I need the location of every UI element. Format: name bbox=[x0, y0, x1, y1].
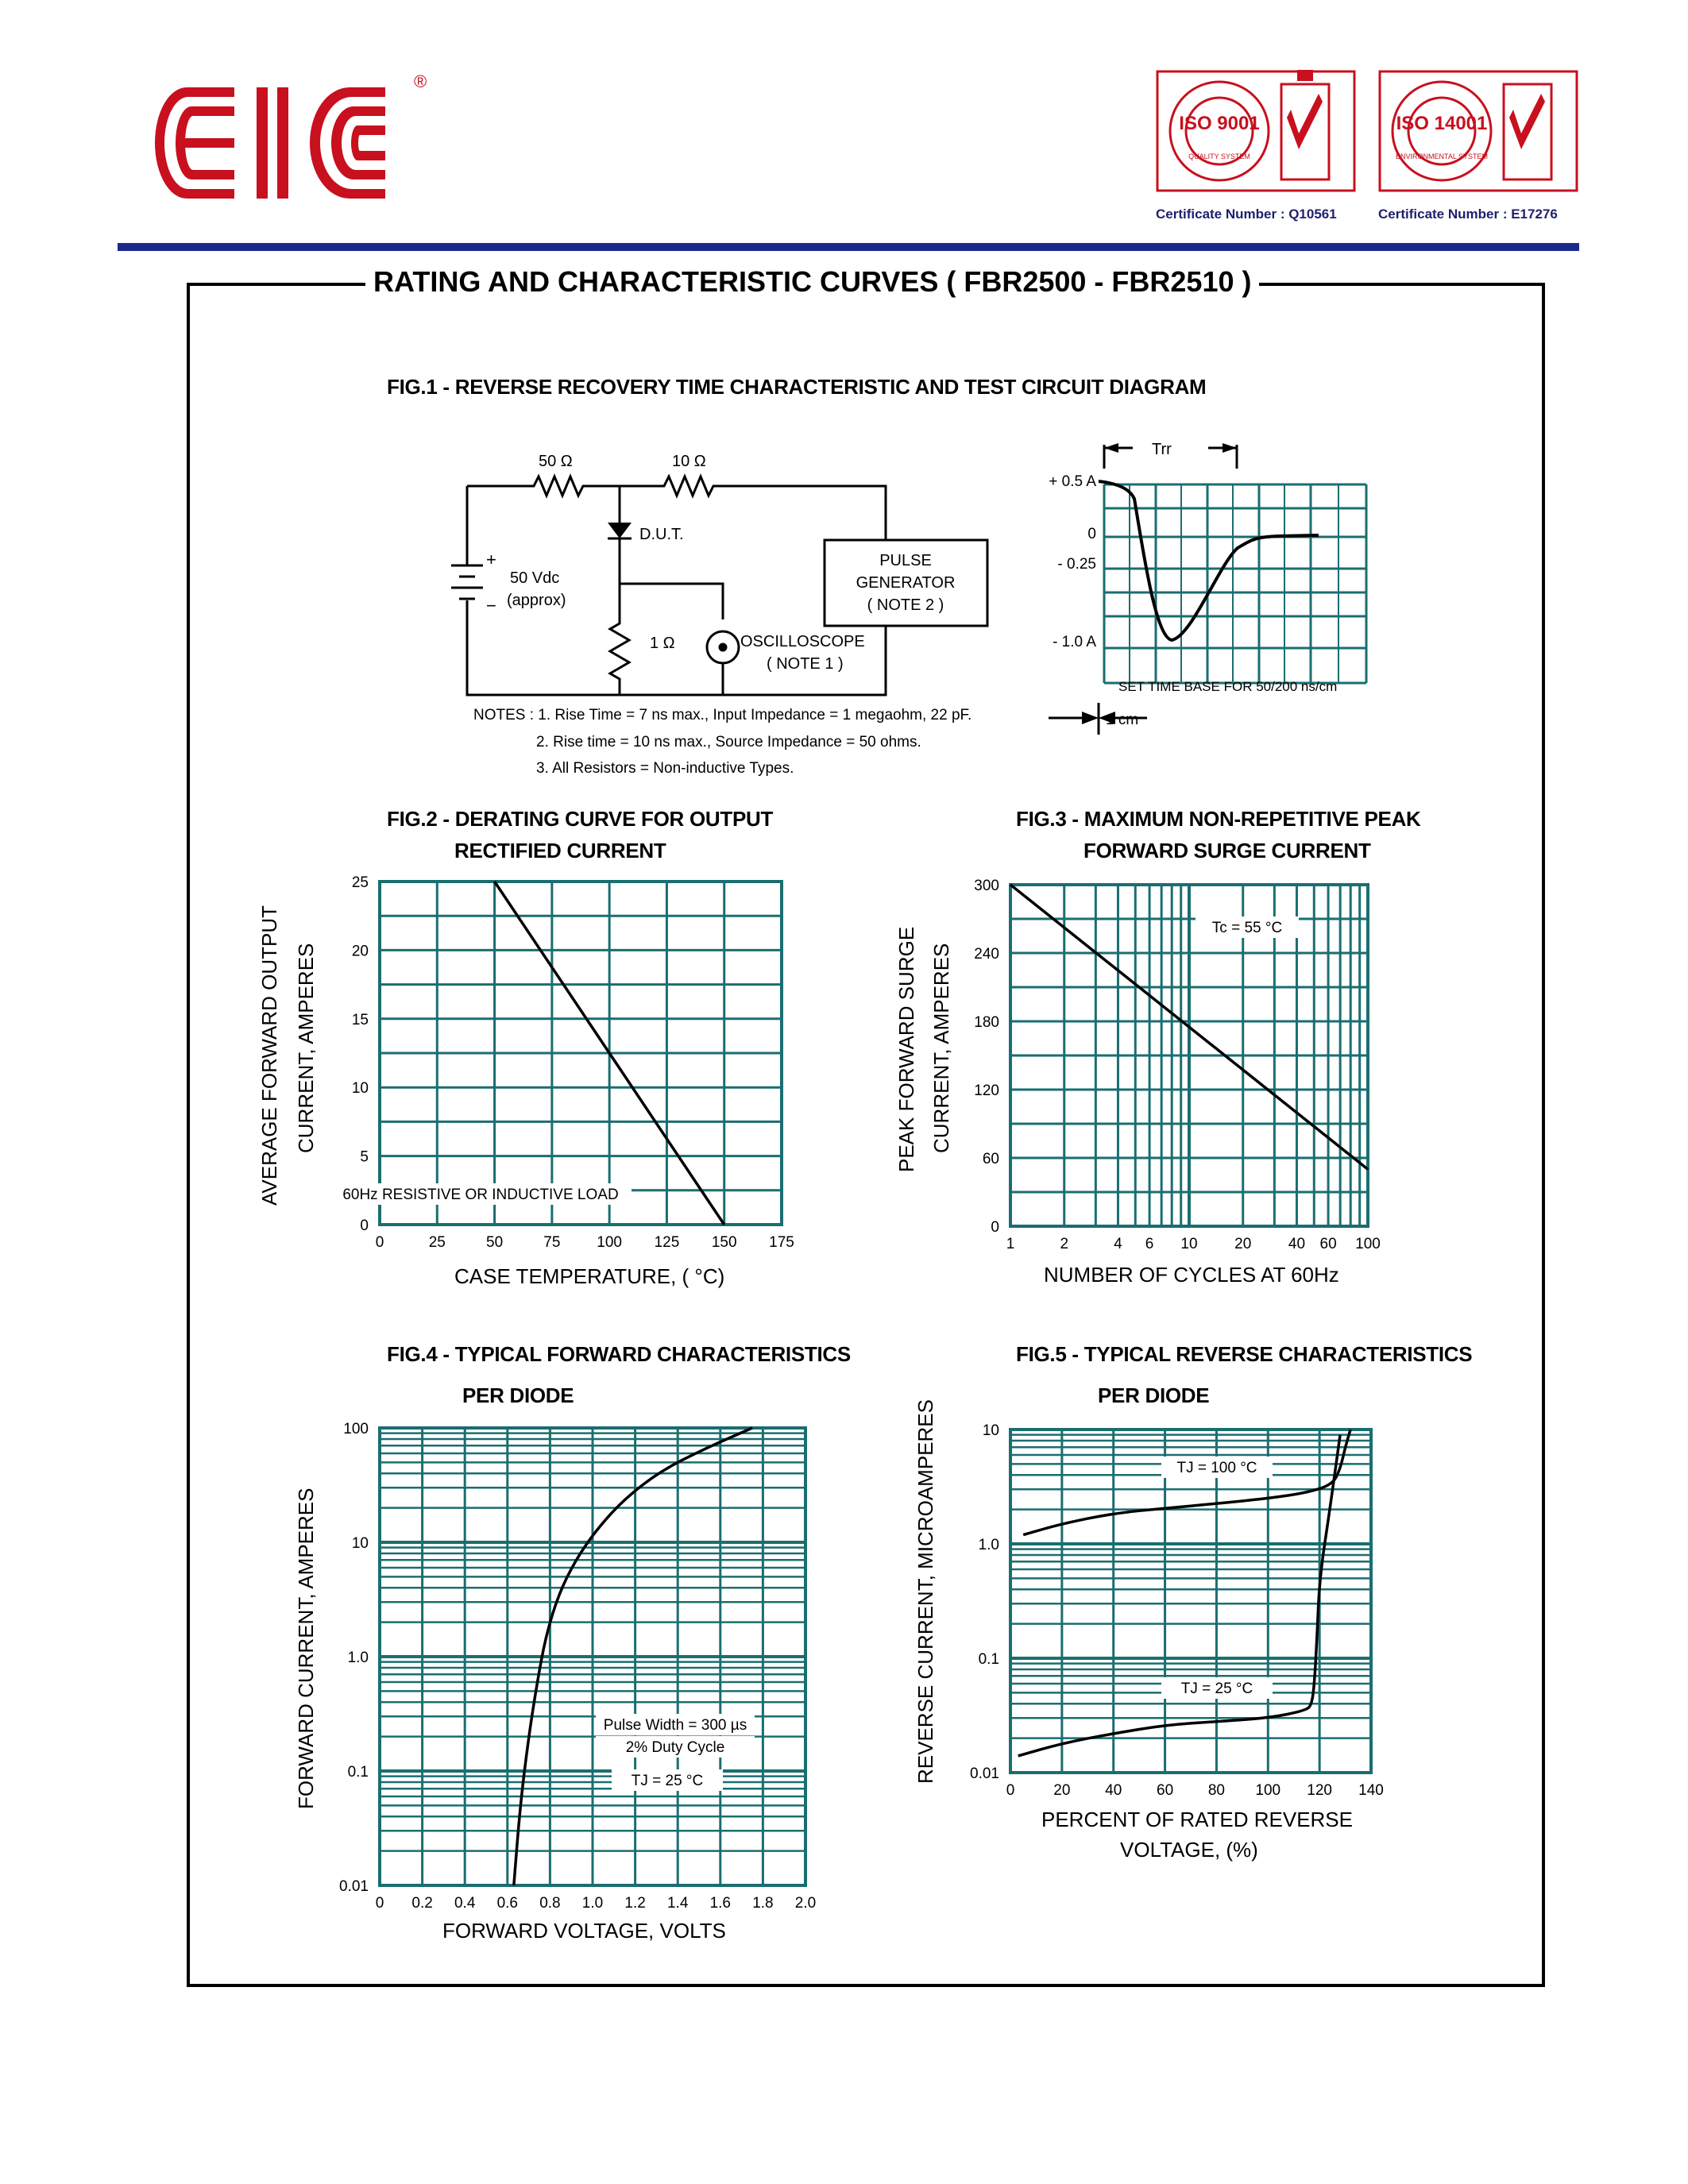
fig3-ylabel-line1: PEAK FORWARD SURGE bbox=[894, 926, 918, 1172]
fig2-title-line2: RECTIFIED CURRENT bbox=[454, 839, 666, 862]
x-tick-label: 50 bbox=[486, 1234, 504, 1251]
fig3-surge-chart bbox=[961, 869, 1406, 1250]
certifications bbox=[1156, 70, 1585, 222]
annotation: 60Hz RESISTIVE OR INDUCTIVE LOAD bbox=[342, 1187, 619, 1203]
x-tick-label: 140 bbox=[1358, 1782, 1384, 1799]
y-tick-label: 25 bbox=[351, 874, 369, 891]
iso9001-badge: ISO 9001 bbox=[1179, 113, 1260, 134]
fig2-derating-chart bbox=[334, 872, 826, 1301]
one-cm-label: 1 cm bbox=[1106, 712, 1139, 728]
x-tick-label: 25 bbox=[428, 1234, 446, 1251]
x-tick-label: 100 bbox=[1255, 1782, 1281, 1799]
y-tick-label: 240 bbox=[974, 946, 999, 963]
fig4-xlabel: FORWARD VOLTAGE, VOLTS bbox=[442, 1919, 726, 1943]
x-tick-label: 0.8 bbox=[539, 1895, 561, 1911]
y-tick-label: 1.0 bbox=[347, 1650, 369, 1666]
fig4-title-line2: PER DIODE bbox=[462, 1383, 574, 1407]
fig5-title-line2: PER DIODE bbox=[1098, 1383, 1210, 1407]
fig1-title: FIG.1 - REVERSE RECOVERY TIME CHARACTERISTIC AND TEST CIRCUIT DIAGRAM bbox=[387, 375, 1207, 399]
iso9001-seal-text: QUALITY SYSTEM bbox=[1188, 152, 1250, 160]
fig3-title-line1: FIG.3 - MAXIMUM NON-REPETITIVE PEAK bbox=[1016, 807, 1421, 831]
x-tick-label: 80 bbox=[1207, 1782, 1225, 1799]
y-tick-label: 0.1 bbox=[347, 1764, 369, 1781]
series-line-1 bbox=[1018, 1435, 1340, 1756]
x-tick-label: 20 bbox=[1234, 1236, 1252, 1250]
oscilloscope-note: ( NOTE 1 ) bbox=[767, 655, 844, 673]
x-tick-label: 100 bbox=[1355, 1236, 1381, 1250]
x-tick-label: 40 bbox=[1105, 1782, 1122, 1799]
resistor-50-label: 50 Ω bbox=[539, 453, 573, 470]
wave-y-label-0: + 0.5 A bbox=[1049, 473, 1096, 490]
fig5-xlabel-line1: PERCENT OF RATED REVERSE bbox=[1041, 1808, 1353, 1831]
x-tick-label: 1 bbox=[1006, 1236, 1015, 1250]
x-tick-label: 175 bbox=[769, 1234, 794, 1251]
fig4-title-line1: FIG.4 - TYPICAL FORWARD CHARACTERISTICS bbox=[387, 1342, 851, 1366]
oscilloscope-label: OSCILLOSCOPE bbox=[740, 633, 865, 650]
series-line-0 bbox=[1023, 1430, 1350, 1535]
x-tick-label: 1.2 bbox=[624, 1895, 646, 1911]
x-tick-label: 10 bbox=[1180, 1236, 1198, 1250]
iso14001-badge: ISO 14001 bbox=[1396, 113, 1488, 134]
x-tick-label: 0.2 bbox=[411, 1895, 433, 1911]
y-tick-label: 0 bbox=[360, 1217, 369, 1234]
iso-badges bbox=[1156, 70, 1585, 205]
x-tick-label: 0 bbox=[375, 1895, 384, 1911]
cert-number-9001: Certificate Number : Q10561 bbox=[1156, 206, 1337, 222]
wave-y-label-2: - 0.25 bbox=[1057, 556, 1096, 573]
x-tick-label: 100 bbox=[597, 1234, 622, 1251]
x-tick-label: 6 bbox=[1145, 1236, 1154, 1250]
fig2-xlabel: CASE TEMPERATURE, ( °C) bbox=[454, 1264, 725, 1288]
fig4-ylabel: FORWARD CURRENT, AMPERES bbox=[294, 1488, 318, 1809]
annotation: TJ = 25 °C bbox=[631, 1773, 704, 1789]
x-tick-label: 0.6 bbox=[496, 1895, 519, 1911]
x-tick-label: 75 bbox=[543, 1234, 561, 1251]
resistor-1-label: 1 Ω bbox=[650, 635, 675, 652]
note-3: 3. All Resistors = Non-inductive Types. bbox=[536, 760, 794, 777]
fig4-forward-chart bbox=[334, 1418, 826, 1911]
x-tick-label: 2 bbox=[1060, 1236, 1069, 1250]
annotation: TJ = 25 °C bbox=[1180, 1680, 1253, 1697]
pulse-generator-line1: PULSE bbox=[879, 552, 932, 569]
wave-y-label-1: 0 bbox=[1087, 526, 1096, 542]
x-tick-label: 4 bbox=[1114, 1236, 1122, 1250]
fig5-xlabel-line2: VOLTAGE, (%) bbox=[1120, 1838, 1258, 1862]
fig1-waveform bbox=[1033, 429, 1398, 747]
annotation: 2% Duty Cycle bbox=[625, 1739, 725, 1756]
x-tick-label: 2.0 bbox=[794, 1895, 817, 1911]
note-2: 2. Rise time = 10 ns max., Source Impedance = 50 ohms. bbox=[536, 734, 921, 751]
x-tick-label: 150 bbox=[711, 1234, 737, 1251]
x-tick-label: 1.8 bbox=[752, 1895, 774, 1911]
iso14001-seal-text: ENVIRONMENTAL SYSTEM bbox=[1395, 152, 1489, 160]
eic-logo bbox=[147, 71, 449, 218]
registered-mark: ® bbox=[414, 71, 427, 91]
fig5-ylabel: REVERSE CURRENT, MICROAMPERES bbox=[914, 1399, 937, 1784]
y-tick-label: 0.01 bbox=[339, 1878, 369, 1895]
plot-border bbox=[1010, 1430, 1371, 1773]
fig2-ylabel-line1: AVERAGE FORWARD OUTPUT bbox=[257, 905, 281, 1206]
pulse-generator-line3: ( NOTE 2 ) bbox=[867, 596, 944, 614]
x-tick-label: 0 bbox=[375, 1234, 384, 1251]
x-tick-label: 125 bbox=[654, 1234, 680, 1251]
x-tick-label: 60 bbox=[1319, 1236, 1337, 1250]
x-tick-label: 60 bbox=[1157, 1782, 1174, 1799]
x-tick-label: 0 bbox=[1006, 1782, 1015, 1799]
annotation: TJ = 100 °C bbox=[1176, 1460, 1257, 1476]
y-tick-label: 180 bbox=[974, 1014, 999, 1031]
y-tick-label: 15 bbox=[351, 1011, 369, 1028]
page-title: RATING AND CHARACTERISTIC CURVES ( FBR2500 - FBR2510 ) bbox=[365, 265, 1259, 299]
note-1: NOTES : 1. Rise Time = 7 ns max., Input Impedance = 1 megaohm, 22 pF. bbox=[473, 707, 972, 723]
y-tick-label: 10 bbox=[982, 1422, 999, 1439]
fig2-title-line1: FIG.2 - DERATING CURVE FOR OUTPUT bbox=[387, 807, 774, 831]
y-tick-label: 300 bbox=[974, 878, 999, 894]
source-note: (approx) bbox=[507, 592, 566, 609]
y-tick-label: 10 bbox=[351, 1535, 369, 1552]
x-tick-label: 0.4 bbox=[454, 1895, 476, 1911]
y-tick-label: 5 bbox=[360, 1148, 369, 1166]
x-tick-label: 1.0 bbox=[581, 1895, 604, 1911]
y-tick-label: 60 bbox=[982, 1151, 999, 1167]
annotation: Tc = 55 °C bbox=[1211, 920, 1283, 936]
wave-y-label-3: - 1.0 A bbox=[1053, 634, 1096, 650]
annotation: Pulse Width = 300 µs bbox=[603, 1717, 747, 1734]
battery-minus: − bbox=[486, 596, 496, 615]
cert-number-14001: Certificate Number : E17276 bbox=[1378, 206, 1558, 222]
dut-label: D.U.T. bbox=[639, 526, 684, 543]
y-tick-label: 100 bbox=[343, 1421, 369, 1437]
battery-plus: + bbox=[486, 550, 496, 569]
resistor-10-label: 10 Ω bbox=[672, 453, 706, 470]
pulse-generator-line2: GENERATOR bbox=[856, 574, 956, 592]
eic-logo-graphic bbox=[147, 71, 449, 214]
fig3-title-line2: FORWARD SURGE CURRENT bbox=[1083, 839, 1371, 862]
header-rule bbox=[118, 243, 1579, 251]
fig2-ylabel-line2: CURRENT, AMPERES bbox=[294, 943, 318, 1153]
x-tick-label: 20 bbox=[1053, 1782, 1071, 1799]
source-label: 50 Vdc bbox=[510, 569, 560, 587]
y-tick-label: 0.1 bbox=[978, 1651, 999, 1668]
y-tick-label: 10 bbox=[351, 1080, 369, 1098]
fig3-xlabel: NUMBER OF CYCLES AT 60Hz bbox=[1044, 1263, 1339, 1287]
x-tick-label: 40 bbox=[1288, 1236, 1306, 1250]
x-tick-label: 1.6 bbox=[709, 1895, 732, 1911]
y-tick-label: 0 bbox=[991, 1219, 999, 1236]
fig5-reverse-chart bbox=[961, 1418, 1406, 1800]
x-tick-label: 1.4 bbox=[666, 1895, 689, 1911]
x-tick-label: 120 bbox=[1307, 1782, 1332, 1799]
trr-label: Trr bbox=[1152, 441, 1172, 458]
fig5-title-line1: FIG.5 - TYPICAL REVERSE CHARACTERISTICS bbox=[1016, 1342, 1473, 1366]
fig3-ylabel-line2: CURRENT, AMPERES bbox=[929, 943, 953, 1153]
y-tick-label: 20 bbox=[351, 943, 369, 960]
y-tick-label: 0.01 bbox=[970, 1765, 999, 1782]
y-tick-label: 1.0 bbox=[978, 1537, 999, 1553]
time-base-label: SET TIME BASE FOR 50/200 ns/cm bbox=[1118, 679, 1338, 694]
y-tick-label: 120 bbox=[974, 1082, 999, 1099]
fig1-circuit-diagram bbox=[445, 445, 1001, 778]
